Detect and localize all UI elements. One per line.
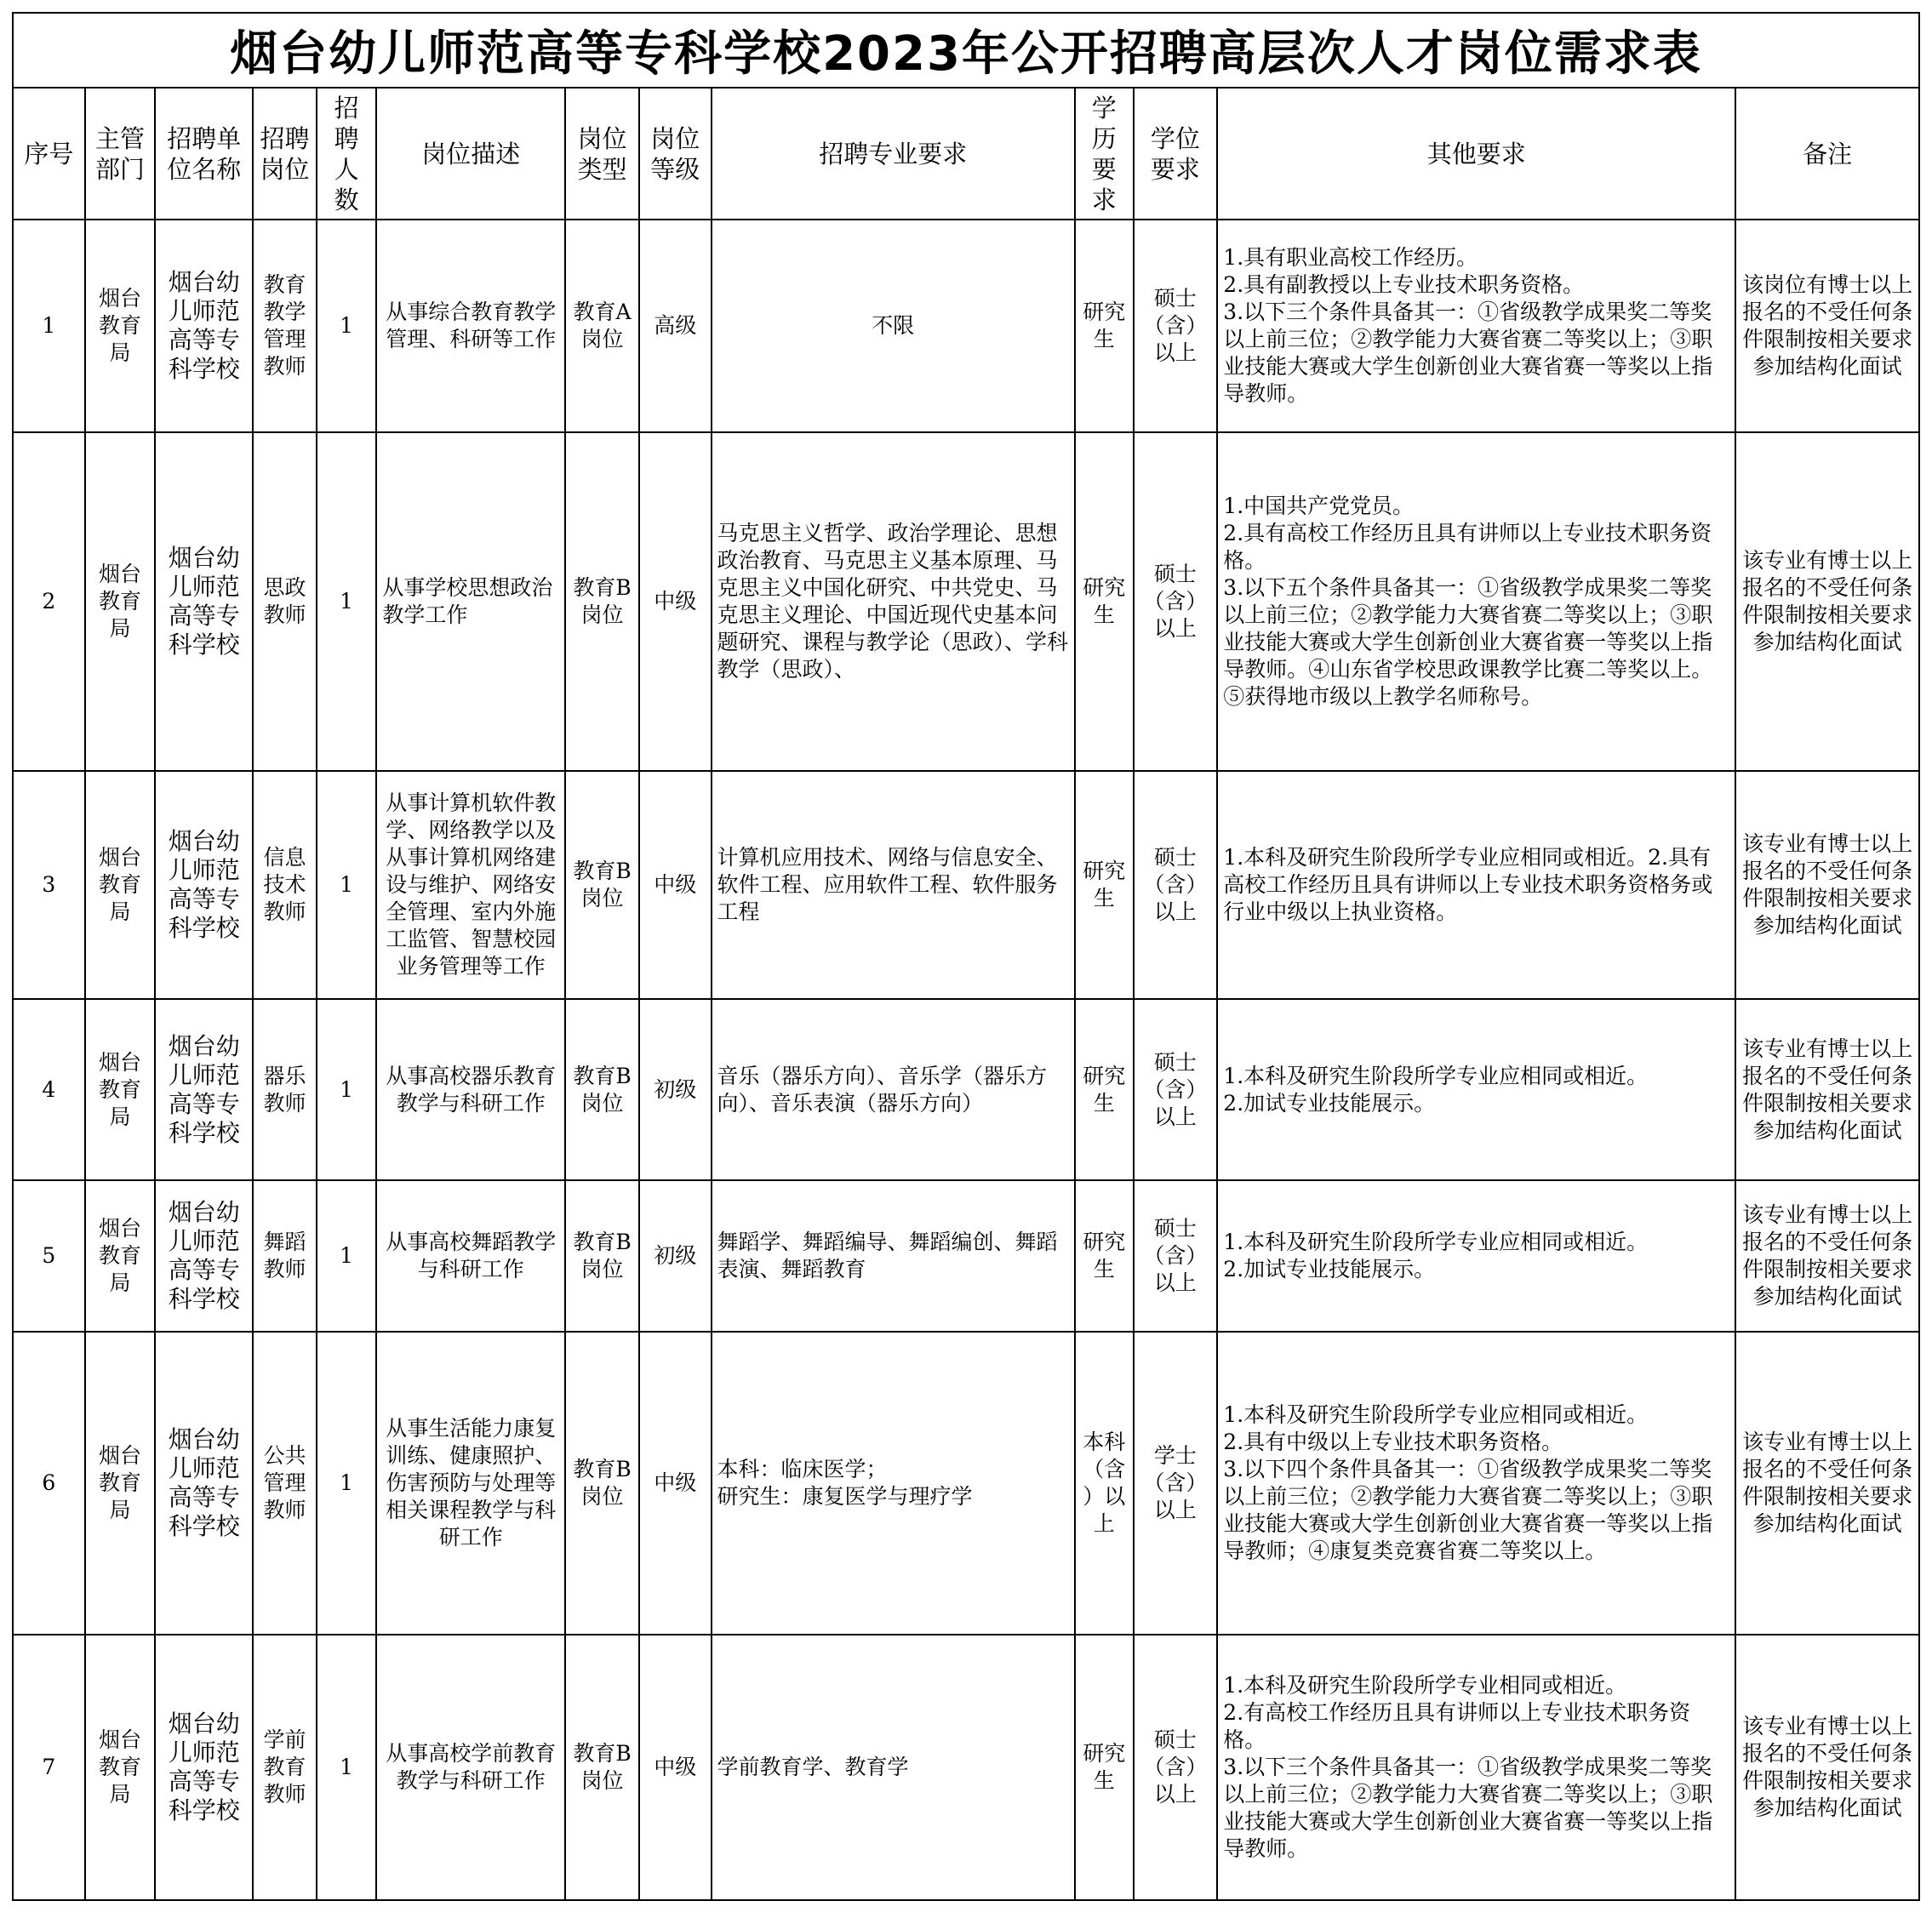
cell-level: 初级: [639, 1180, 712, 1332]
header-type: 岗位 类型: [565, 88, 639, 220]
header-row: [13, 88, 1919, 220]
cell-desc: 从事高校舞蹈教学与科研工作: [376, 1180, 565, 1332]
cell-level: 高级: [639, 220, 712, 432]
cell-type: 教育B 岗位: [565, 771, 639, 999]
cell-count: 1: [317, 432, 377, 771]
cell-seq: 4: [13, 999, 85, 1180]
cell-desc: 从事高校器乐教育教学与科研工作: [376, 999, 565, 1180]
cell-education: 研究 生: [1075, 999, 1134, 1180]
cell-post: 器乐 教师: [253, 999, 317, 1180]
recruitment-sheet: [12, 12, 1920, 1909]
cell-type: 教育B 岗位: [565, 1635, 639, 1900]
cell-seq: 7: [13, 1635, 85, 1900]
cell-unit: 烟台幼 儿师范 高等专 科学校: [155, 220, 253, 432]
cell-desc: 从事综合教育教学管理、科研等工作: [376, 220, 565, 432]
cell-remark: 该岗位有博士以上报名的不受任何条件限制按相关要求参加结构化面试: [1735, 220, 1919, 432]
cell-remark: 该专业有博士以上报名的不受任何条件限制按相关要求参加结构化面试: [1735, 999, 1919, 1180]
cell-desc: 从事计算机软件教学、网络教学以及从事计算机网络建设与维护、网络安全管理、室内外施工监管、智慧校园业务管理等工作: [376, 771, 565, 999]
cell-desc: 从事生活能力康复训练、健康照护、伤害预防与处理等相关课程教学与科研工作: [376, 1332, 565, 1635]
cell-unit: 烟台幼 儿师范 高等专 科学校: [155, 999, 253, 1180]
page-title: 烟台幼儿师范高等专科学校2023年公开招聘高层次人才岗位需求表: [12, 12, 1920, 87]
cell-other: 1.本科及研究生阶段所学专业应相同或相近。 2.加试专业技能展示。: [1217, 999, 1735, 1180]
cell-count: 1: [317, 1332, 377, 1635]
cell-dept: 烟台 教育 局: [85, 1180, 156, 1332]
cell-unit: 烟台幼 儿师范 高等专 科学校: [155, 1180, 253, 1332]
cell-post: 公共 管理 教师: [253, 1332, 317, 1635]
table-row: [13, 771, 1919, 999]
header-post: 招聘 岗位: [253, 88, 317, 220]
cell-desc: 从事学校思想政治教学工作: [376, 432, 565, 771]
cell-other: 1.具有职业高校工作经历。 2.具有副教授以上专业技术职务资格。 3.以下三个条件具备其一：①省级教学成果奖二等奖以上前三位；②教学能力大赛省赛二等奖以上；③职业技能大赛或大学生创新创业大赛省赛一等奖以上指导教师。: [1217, 220, 1735, 432]
cell-other: 1.本科及研究生阶段所学专业应相同或相近。 2.加试专业技能展示。: [1217, 1180, 1735, 1332]
header-desc: 岗位描述: [376, 88, 565, 220]
cell-degree: 学士 （含） 以上: [1134, 1332, 1218, 1635]
cell-dept: 烟台 教育 局: [85, 771, 156, 999]
cell-type: 教育B 岗位: [565, 1332, 639, 1635]
header-level: 岗位 等级: [639, 88, 712, 220]
header-degree: 学位 要求: [1134, 88, 1218, 220]
header-other: 其他要求: [1217, 88, 1735, 220]
cell-degree: 硕士 （含） 以上: [1134, 1180, 1218, 1332]
cell-degree: 硕士 （含） 以上: [1134, 999, 1218, 1180]
cell-dept: 烟台 教育 局: [85, 432, 156, 771]
cell-type: 教育A 岗位: [565, 220, 639, 432]
cell-seq: 2: [13, 432, 85, 771]
cell-count: 1: [317, 1635, 377, 1900]
cell-degree: 硕士 （含） 以上: [1134, 220, 1218, 432]
cell-education: 研究 生: [1075, 771, 1134, 999]
cell-education: 研究 生: [1075, 1635, 1134, 1900]
cell-count: 1: [317, 771, 377, 999]
cell-type: 教育B 岗位: [565, 432, 639, 771]
cell-degree: 硕士 （含） 以上: [1134, 771, 1218, 999]
cell-major: 本科：临床医学； 研究生：康复医学与理疗学: [712, 1332, 1075, 1635]
cell-other: 1.本科及研究生阶段所学专业应相同或相近。2.具有高校工作经历且具有讲师以上专业技术职务资格务或行业中级以上执业资格。: [1217, 771, 1735, 999]
cell-unit: 烟台幼 儿师范 高等专 科学校: [155, 771, 253, 999]
header-unit: 招聘单 位名称: [155, 88, 253, 220]
cell-degree: 硕士 （含） 以上: [1134, 432, 1218, 771]
cell-remark: 该专业有博士以上报名的不受任何条件限制按相关要求参加结构化面试: [1735, 1180, 1919, 1332]
cell-level: 初级: [639, 999, 712, 1180]
cell-level: 中级: [639, 771, 712, 999]
table-row: [13, 220, 1919, 432]
cell-other: 1.本科及研究生阶段所学专业应相同或相近。 2.具有中级以上专业技术职务资格。 3.以下四个条件具备其一：①省级教学成果奖二等奖以上前三位；②教学能力大赛省赛二等奖以上；③职业技能大赛或大学生创新创业大赛省赛一等奖以上指导教师；④康复类竞赛省赛二等奖以上。: [1217, 1332, 1735, 1635]
cell-major: 马克思主义哲学、政治学理论、思想政治教育、马克思主义基本原理、马克思主义中国化研究、中共党史、马克思主义理论、中国近现代史基本问题研究、课程与教学论（思政）、学科教学（思政）、: [712, 432, 1075, 771]
cell-education: 本科 （含 ）以 上: [1075, 1332, 1134, 1635]
cell-dept: 烟台 教育 局: [85, 999, 156, 1180]
cell-level: 中级: [639, 432, 712, 771]
cell-seq: 1: [13, 220, 85, 432]
cell-major: 音乐（器乐方向）、音乐学（器乐方向）、音乐表演（器乐方向）: [712, 999, 1075, 1180]
cell-unit: 烟台幼 儿师范 高等专 科学校: [155, 1332, 253, 1635]
cell-post: 教育 教学 管理 教师: [253, 220, 317, 432]
cell-count: 1: [317, 1180, 377, 1332]
cell-level: 中级: [639, 1635, 712, 1900]
cell-unit: 烟台幼 儿师范 高等专 科学校: [155, 1635, 253, 1900]
cell-remark: 该专业有博士以上报名的不受任何条件限制按相关要求参加结构化面试: [1735, 1332, 1919, 1635]
cell-remark: 该专业有博士以上报名的不受任何条件限制按相关要求参加结构化面试: [1735, 771, 1919, 999]
cell-major: 计算机应用技术、网络与信息安全、软件工程、应用软件工程、软件服务工程: [712, 771, 1075, 999]
cell-type: 教育B 岗位: [565, 999, 639, 1180]
cell-type: 教育B 岗位: [565, 1180, 639, 1332]
cell-major: 舞蹈学、舞蹈编导、舞蹈编创、舞蹈表演、舞蹈教育: [712, 1180, 1075, 1332]
cell-major: 学前教育学、教育学: [712, 1635, 1075, 1900]
cell-other: 1.本科及研究生阶段所学专业相同或相近。 2.有高校工作经历且具有讲师以上专业技术职务资格。 3.以下三个条件具备其一：①省级教学成果奖二等奖以上前三位；②教学能力大赛省赛二等奖以上；③职业技能大赛或大学生创新创业大赛省赛一等奖以上指导教师。: [1217, 1635, 1735, 1900]
cell-post: 思政 教师: [253, 432, 317, 771]
table-row: [13, 1180, 1919, 1332]
cell-education: 研究 生: [1075, 432, 1134, 771]
table-row: [13, 1332, 1919, 1635]
cell-dept: 烟台 教育 局: [85, 220, 156, 432]
cell-remark: 该专业有博士以上报名的不受任何条件限制按相关要求参加结构化面试: [1735, 432, 1919, 771]
cell-seq: 3: [13, 771, 85, 999]
table-row: [13, 432, 1919, 771]
cell-seq: 5: [13, 1180, 85, 1332]
cell-other: 1.中国共产党党员。 2.具有高校工作经历且具有讲师以上专业技术职务资格。 3.以下五个条件具备其一：①省级教学成果奖二等奖以上前三位；②教学能力大赛省赛二等奖以上；③职业技能大赛或大学生创新创业大赛省赛一等奖以上指导教师。④山东省学校思政课教学比赛二等奖以上。⑤获得地市级以上教学名师称号。: [1217, 432, 1735, 771]
header-dept: 主管 部门: [85, 88, 156, 220]
cell-seq: 6: [13, 1332, 85, 1635]
cell-post: 舞蹈 教师: [253, 1180, 317, 1332]
header-count: 招 聘 人 数: [317, 88, 377, 220]
cell-unit: 烟台幼 儿师范 高等专 科学校: [155, 432, 253, 771]
table-row: [13, 999, 1919, 1180]
position-table: [12, 87, 1920, 1901]
header-major: 招聘专业要求: [712, 88, 1075, 220]
cell-count: 1: [317, 220, 377, 432]
cell-count: 1: [317, 999, 377, 1180]
header-remark: 备注: [1735, 88, 1919, 220]
cell-post: 信息 技术 教师: [253, 771, 317, 999]
cell-education: 研究 生: [1075, 220, 1134, 432]
cell-degree: 硕士 （含） 以上: [1134, 1635, 1218, 1900]
cell-remark: 该专业有博士以上报名的不受任何条件限制按相关要求参加结构化面试: [1735, 1635, 1919, 1900]
cell-education: 研究 生: [1075, 1180, 1134, 1332]
cell-post: 学前 教育 教师: [253, 1635, 317, 1900]
cell-level: 中级: [639, 1332, 712, 1635]
cell-dept: 烟台 教育 局: [85, 1332, 156, 1635]
header-education: 学 历 要 求: [1075, 88, 1134, 220]
cell-desc: 从事高校学前教育教学与科研工作: [376, 1635, 565, 1900]
table-row: [13, 1635, 1919, 1900]
cell-major: 不限: [712, 220, 1075, 432]
cell-dept: 烟台 教育 局: [85, 1635, 156, 1900]
header-seq: 序号: [13, 88, 85, 220]
